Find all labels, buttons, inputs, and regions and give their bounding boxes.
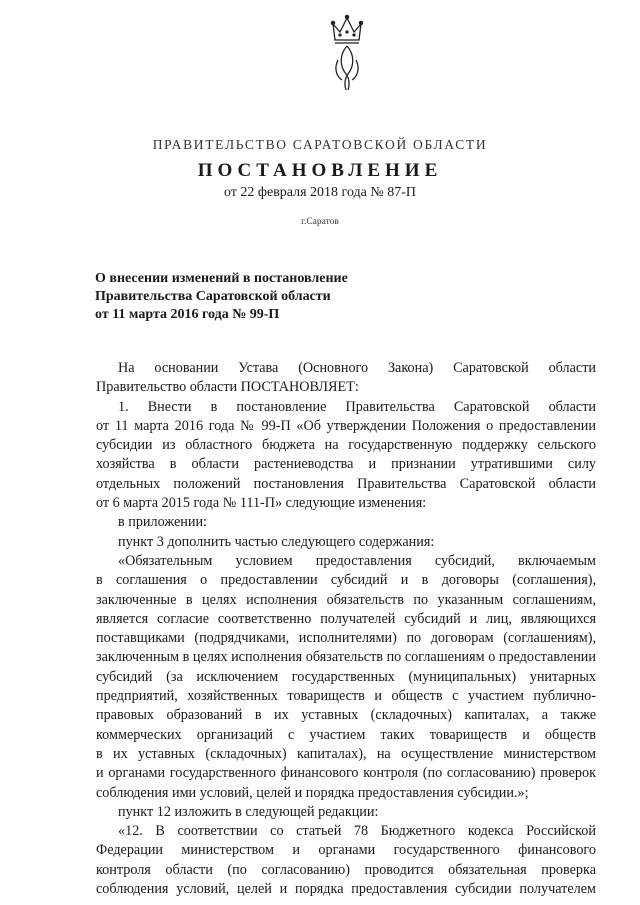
body-line: субсидии из областного бюджета на государственную поддержку сельского [96, 437, 596, 454]
body-line: коммерческих организаций с участием таких товариществ и обществ [96, 726, 596, 743]
body-line: от 6 марта 2015 года № 111-П» следующие изменения: [96, 495, 427, 512]
body-line: предприятий, хозяйственных товариществ и обществ с участием публично- [96, 688, 596, 705]
subject-line: Правительства Саратовской области [95, 289, 331, 304]
body-line: соблюдения условий, целей и порядка предоставления субсидии получателем [96, 881, 596, 898]
body-line: На основании Устава (Основного Закона) Саратовской области [118, 360, 596, 376]
body-line: от 11 марта 2016 года № 99-П «Об утверждении Положения о предоставлении [96, 417, 596, 434]
body-line: субсидий (за исключением государственных (муниципальных) унитарных [96, 668, 596, 685]
body-line: Федерации министерством и органами государственного финансового [96, 842, 596, 859]
document-city: г.Саратов [301, 217, 339, 227]
body-line: и органами государственного финансового контроля (по согласованию) проверок [96, 765, 596, 782]
document-body [96, 359, 596, 899]
body-line: является согласие соответственно получателей субсидий и лиц, являющихся [96, 610, 596, 627]
body-line: Правительство области ПОСТАНОВЛЯЕТ: [96, 379, 359, 396]
body-line: заключенные в целях исполнения обязательств по указанным соглашениям, [96, 591, 596, 608]
body-line: хозяйства в области растениеводства и признании утратившими силу [96, 456, 596, 473]
document-subject [95, 270, 515, 324]
body-line: в их уставных (складочных) капиталах), на осуществление министерством [96, 745, 596, 762]
body-line: поставщиками (подрядчиками, исполнителями) по договорам (соглашениям), [96, 630, 596, 647]
body-line: пункт 3 дополнить частью следующего содержания: [118, 533, 435, 550]
body-line: «12. В соответствии со статьей 78 Бюджетного кодекса Российской [118, 823, 596, 840]
document-type-title: ПОСТАНОВЛЕНИЕ [197, 160, 443, 181]
subject-line: О внесении изменений в постановление [95, 271, 348, 286]
body-line: в соглашения о предоставлении субсидий и в договоры (соглашения), [96, 572, 596, 589]
subject-line: от 11 марта 2016 года № 99-П [95, 307, 280, 322]
government-heading: ПРАВИТЕЛЬСТВО САРАТОВСКОЙ ОБЛАСТИ [152, 137, 488, 152]
document-date-number: от 22 февраля 2018 года № 87-П [223, 185, 417, 200]
body-line: правовых образований в их уставных (складочных) капиталах, а также [96, 707, 596, 724]
body-line: контроля области (по согласованию) проводится обязательная проверка [96, 861, 596, 878]
body-line: заключенным в целях исполнения обязательств по соглашениям о предоставлении [96, 649, 596, 666]
body-line: отдельных положений постановления Правительства Саратовской области [96, 475, 596, 492]
body-line: 1. Внести в постановление Правительства Саратовской области [118, 398, 596, 415]
body-line: соблюдения ими условий, целей и порядка предоставления субсидии.»; [96, 784, 529, 801]
body-line: «Обязательным условием предоставления субсидий, включаемым [118, 552, 596, 569]
body-line: в приложении: [118, 514, 207, 531]
coat-of-arms-emblem-icon [322, 10, 372, 92]
body-line: пункт 12 изложить в следующей редакции: [118, 803, 379, 820]
